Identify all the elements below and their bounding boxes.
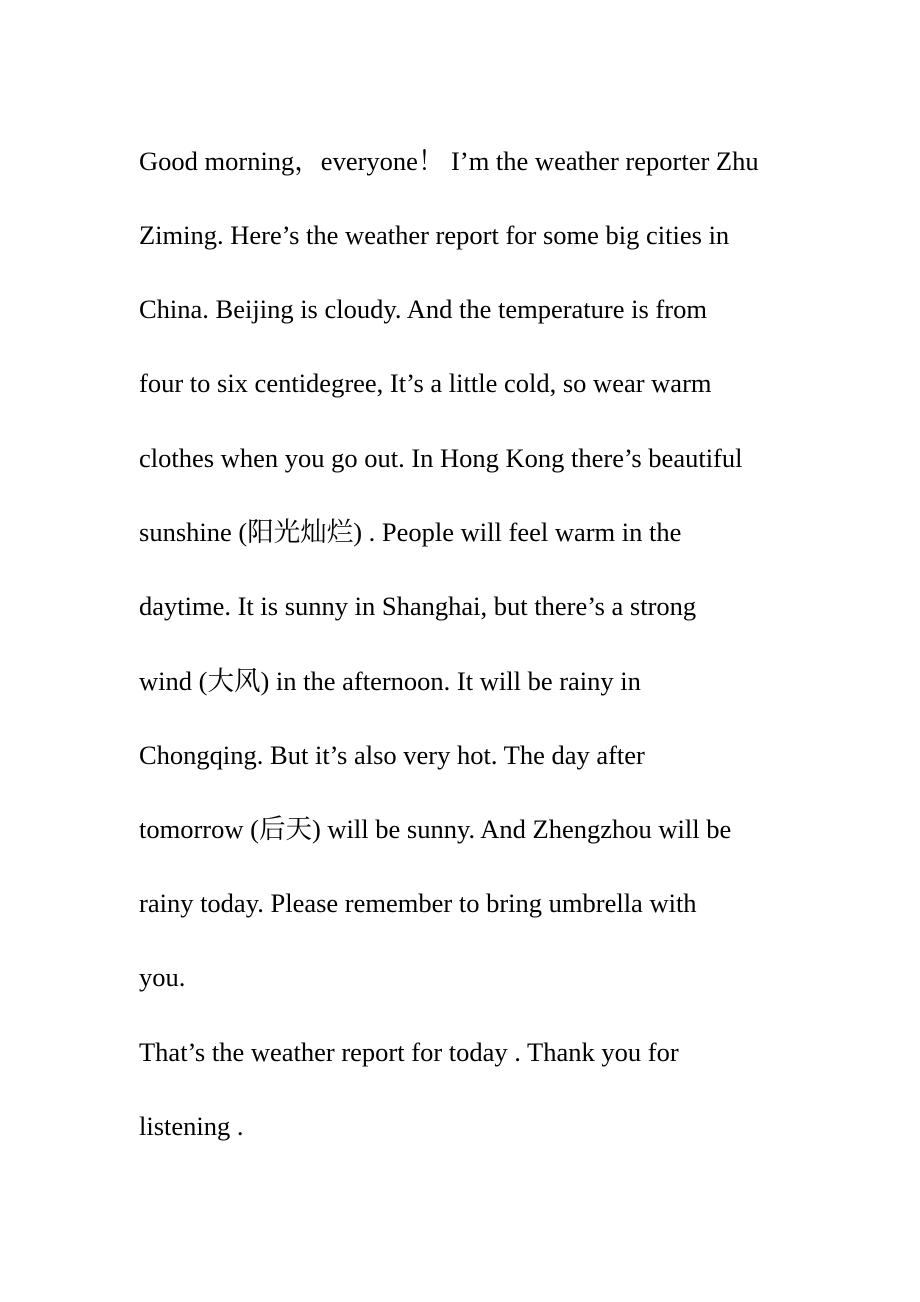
text-line: clothes when you go out. In Hong Kong there’s beautiful	[139, 443, 743, 473]
text-line: That’s the weather report for today . Thank you for	[139, 1037, 679, 1067]
text-line: tomorrow (后天) will be sunny. And Zhengzhou will be	[139, 814, 732, 844]
text-line: Chongqing. But it’s also very hot. The day after	[139, 740, 645, 770]
text-line: you.	[139, 962, 186, 992]
text-line: wind (大风) in the afternoon. It will be rainy in	[139, 666, 641, 696]
text-line: listening .	[139, 1111, 244, 1141]
text-line: sunshine (阳光灿烂) . People will feel warm in the	[139, 517, 682, 547]
text-line: rainy today. Please remember to bring umbrella with	[139, 888, 697, 918]
text-line: Good morning，everyone！ I’m the weather reporter Zhu	[139, 146, 759, 176]
text-line: daytime. It is sunny in Shanghai, but there’s a strong	[139, 591, 697, 621]
text-line: Ziming. Here’s the weather report for some big cities in	[139, 220, 730, 250]
text-line: four to six centidegree, It’s a little cold, so wear warm	[139, 368, 712, 398]
text-line: China. Beijing is cloudy. And the temperature is from	[139, 294, 707, 324]
